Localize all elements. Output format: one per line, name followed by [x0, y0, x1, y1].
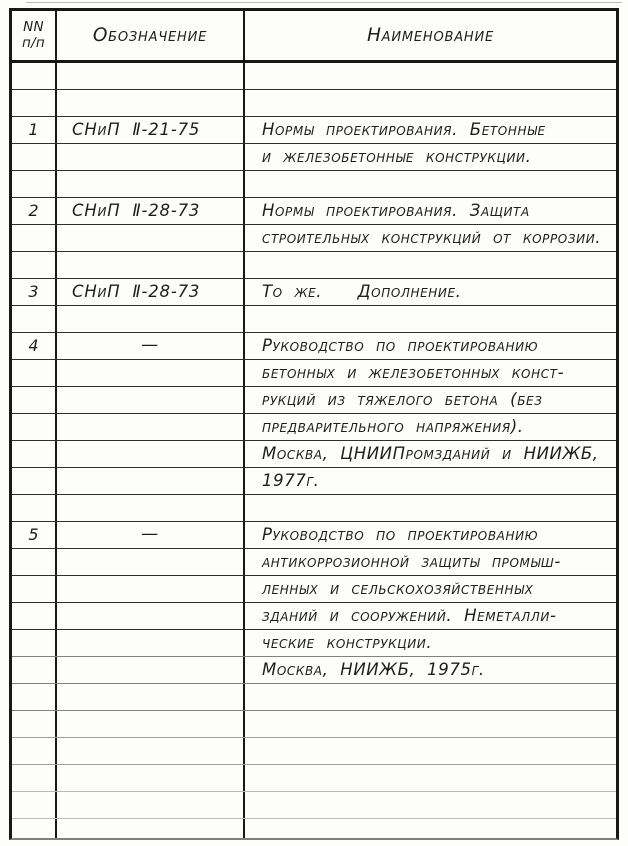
- table-row: [12, 414, 616, 441]
- cell-name: Руководство по проектированию: [262, 336, 539, 355]
- cell-name: зданий и сооружений. Неметалли-: [262, 606, 557, 625]
- cell-number: [12, 684, 57, 710]
- cell-designation: [57, 630, 245, 656]
- cell-designation: [57, 603, 245, 629]
- cell-designation: [57, 765, 245, 791]
- cell-designation: СНиП Ⅱ-21-75: [57, 117, 245, 143]
- table-row: [12, 603, 616, 630]
- cell-designation: [57, 711, 245, 737]
- cell-number: [12, 414, 57, 440]
- cell-name: Москва, НИИЖБ, 1975г.: [262, 660, 485, 679]
- cell-designation: [57, 144, 245, 170]
- cell-designation: СНиП Ⅱ-28-73: [57, 279, 245, 305]
- cell-number: [12, 657, 57, 683]
- table-row: [12, 90, 616, 117]
- cell-number: [12, 387, 57, 413]
- cell-designation: [57, 360, 245, 386]
- cell-designation: [57, 819, 245, 840]
- cell-number: [12, 738, 57, 764]
- cell-designation: [57, 225, 245, 251]
- table-row: [12, 792, 616, 819]
- cell-number: [12, 630, 57, 656]
- cell-designation: [57, 657, 245, 683]
- table-row: [12, 279, 616, 306]
- cell-number: [12, 468, 57, 494]
- cell-name: ческие конструкции.: [262, 633, 433, 652]
- header-cell-designation: Обозначение: [57, 11, 245, 60]
- cell-name: Москва, ЦНИИПромзданий и НИИЖБ,: [262, 444, 599, 463]
- cell-name: бетонных и железобетонных конст-: [262, 363, 565, 382]
- table-row: [12, 738, 616, 765]
- cell-number: [12, 144, 57, 170]
- cell-name: рукций из тяжелого бетона (без: [262, 390, 543, 409]
- table-row: [12, 144, 616, 171]
- cell-name: ленных и сельскохозяйственных: [262, 579, 534, 598]
- cell-designation: [57, 387, 245, 413]
- header-cell-number: [12, 11, 57, 60]
- table-row: [12, 387, 616, 414]
- cell-name: [245, 684, 616, 710]
- cell-number: [12, 765, 57, 791]
- cell-designation: [57, 738, 245, 764]
- cell-name: [245, 765, 616, 791]
- table-row: [12, 117, 616, 144]
- cell-name: Нормы проектирования. Бетонные: [262, 120, 546, 139]
- table-row: [12, 522, 616, 549]
- cell-name: Нормы проектирования. Защита: [262, 201, 530, 220]
- cell-number: 2: [12, 198, 57, 224]
- cell-number: [12, 711, 57, 737]
- cell-designation: [57, 252, 245, 278]
- cell-name: [245, 738, 616, 764]
- table-row: [12, 657, 616, 684]
- cell-designation: [57, 171, 245, 197]
- table-row: [12, 360, 616, 387]
- cell-number: [12, 441, 57, 467]
- table-row: [12, 198, 616, 225]
- table-row: [12, 684, 616, 711]
- cell-designation: [57, 90, 245, 116]
- table-header-row: [12, 11, 616, 63]
- cell-name: [245, 252, 616, 278]
- header-cell-name: Наименование: [366, 25, 495, 46]
- cell-name: антикоррозионной защиты промыш-: [262, 552, 561, 571]
- cell-name: [245, 171, 616, 197]
- reference-table: [9, 8, 619, 840]
- cell-designation: СНиП Ⅱ-28-73: [57, 198, 245, 224]
- header-number-line1: NN: [23, 19, 44, 36]
- table-row: [12, 63, 616, 90]
- cell-name: строительных конструкций от коррозии.: [262, 228, 602, 247]
- cell-designation: [57, 414, 245, 440]
- table-row: [12, 819, 616, 840]
- table-row: [12, 549, 616, 576]
- table-row: [12, 171, 616, 198]
- cell-designation: [57, 792, 245, 818]
- cell-name: [245, 495, 616, 521]
- cell-name: 1977г.: [262, 471, 320, 490]
- cell-number: [12, 171, 57, 197]
- table-row: [12, 495, 616, 522]
- cell-number: [12, 90, 57, 116]
- cell-designation: [57, 684, 245, 710]
- table-row: [12, 468, 616, 495]
- cell-name: [245, 306, 616, 332]
- cell-number: [12, 63, 57, 89]
- table-row: [12, 441, 616, 468]
- cell-designation: [57, 441, 245, 467]
- cell-number: 1: [12, 117, 57, 143]
- cell-designation: [57, 576, 245, 602]
- cell-number: 3: [12, 279, 57, 305]
- cell-number: [12, 576, 57, 602]
- cell-name: [245, 711, 616, 737]
- cell-number: [12, 360, 57, 386]
- table-row: [12, 576, 616, 603]
- table-row: [12, 252, 616, 279]
- cell-designation: [57, 63, 245, 89]
- table-row: [12, 765, 616, 792]
- cell-name: [245, 63, 616, 89]
- cell-number: [12, 603, 57, 629]
- table-body: [12, 63, 616, 840]
- cell-designation: [57, 468, 245, 494]
- cell-number: [12, 306, 57, 332]
- cell-number: [12, 225, 57, 251]
- cell-number: [12, 495, 57, 521]
- cell-number: [12, 792, 57, 818]
- cell-name: Руководство по проектированию: [262, 525, 539, 544]
- cell-designation: —: [57, 333, 245, 359]
- cell-number: [12, 819, 57, 840]
- cell-name: [245, 792, 616, 818]
- cell-name: [245, 819, 616, 840]
- cell-name: То же. Дополнение.: [262, 282, 462, 301]
- cell-number: 5: [12, 522, 57, 548]
- cell-designation: [57, 549, 245, 575]
- header-number-line2: п/п: [21, 34, 46, 51]
- cell-name: и железобетонные конструкции.: [262, 147, 532, 166]
- table-row: [12, 225, 616, 252]
- cell-name: предварительного напряжения).: [262, 417, 524, 436]
- table-row: [12, 306, 616, 333]
- cell-number: [12, 252, 57, 278]
- cell-number: [12, 549, 57, 575]
- cell-name: [245, 90, 616, 116]
- table-row: [12, 630, 616, 657]
- cell-designation: [57, 495, 245, 521]
- table-row: [12, 711, 616, 738]
- table-row: [12, 333, 616, 360]
- cell-designation: —: [57, 522, 245, 548]
- cell-number: 4: [12, 333, 57, 359]
- cell-designation: [57, 306, 245, 332]
